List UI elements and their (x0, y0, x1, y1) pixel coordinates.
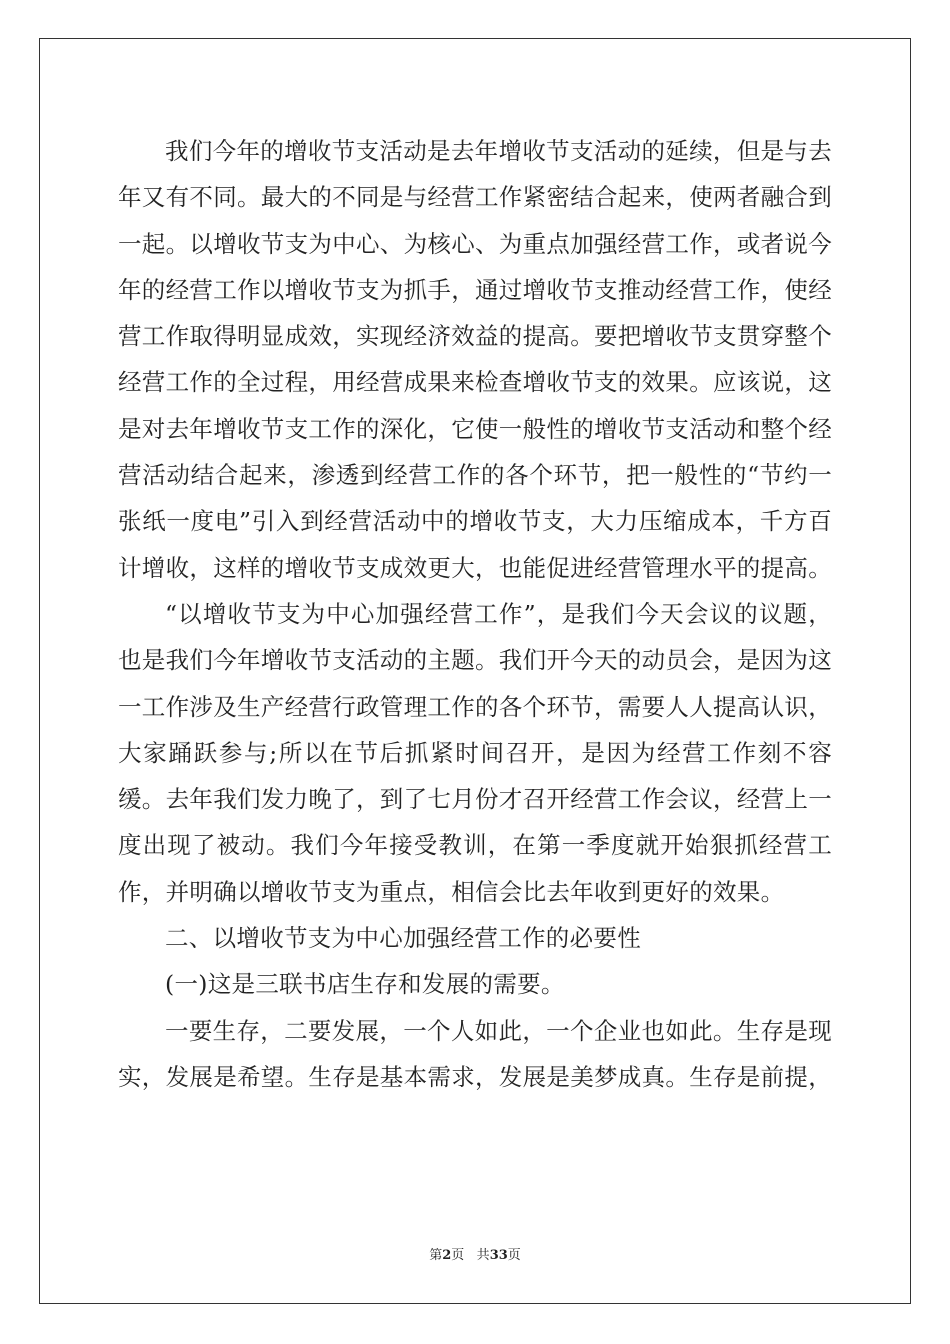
paragraph-1: 我们今年的增收节支活动是去年增收节支活动的延续，但是与去年又有不同。最大的不同是与经营工作紧密结合起来，使两者融合到一起。以增收节支为中心、为核心、为重点加强经营工作，或者说今年的经营工作以增收节支为抓手，通过增收节支推动经营工作，使经营工作取得明显成效，实现经济效益的提高。要把增收节支贯穿整个经营工作的全过程，用经营成果来检查增收节支的效果。应该说，这是对去年增收节支工作的深化，它使一般性的增收节支活动和整个经营活动结合起来，渗透到经营工作的各个环节，把一般性的“节约一张纸一度电”引入到经营活动中的增收节支，大力压缩成本，千方百计增收，这样的增收节支成效更大，也能促进经营管理水平的提高。 (118, 137, 832, 582)
subsection-heading: (一)这是三联书店生存和发展的需要。 (165, 970, 565, 999)
page-footer (0, 1244, 950, 1263)
total-prefix: 共 (476, 1248, 490, 1263)
page-suffix: 页 (451, 1248, 465, 1263)
section-heading: 二、以增收节支为中心加强经营工作的必要性 (165, 924, 641, 953)
page-prefix: 第 (429, 1248, 443, 1263)
document-body (118, 128, 832, 1100)
paragraph-3: 一要生存，二要发展，一个人如此，一个企业也如此。生存是现实，发展是希望。生存是基本需求，发展是美梦成真。生存是前提， (118, 1016, 832, 1091)
page-current: 2 (442, 1248, 452, 1263)
total-suffix: 页 (507, 1248, 521, 1263)
page-total: 33 (489, 1248, 508, 1263)
paragraph-2: “以增收节支为中心加强经营工作”，是我们今天会议的议题，也是我们今年增收节支活动的主题。我们开今天的动员会，是因为这一工作涉及生产经营行政管理工作的各个环节，需要人人提高认识，大家踊跃参与;所以在节后抓紧时间召开，是因为经营工作刻不容缓。去年我们发力晚了，到了七月份才召开经营工作会议，经营上一度出现了被动。我们今年接受教训，在第一季度就开始狠抓经营工作，并明确以增收节支为重点，相信会比去年收到更好的效果。 (118, 599, 832, 906)
